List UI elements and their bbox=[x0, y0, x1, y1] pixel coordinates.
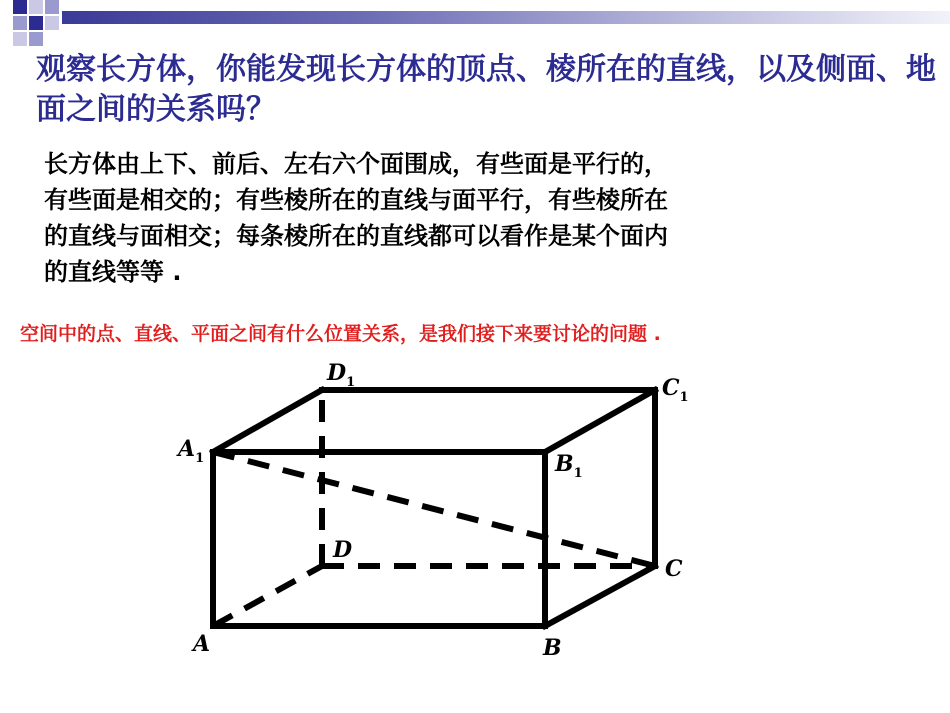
note-text: 空间中的点、直线、平面之间有什么位置关系，是我们接下来要讨论的问题 . bbox=[20, 323, 661, 345]
vertex-label-B: B bbox=[543, 635, 562, 661]
question-text: 观察长方体，你能发现长方体的顶点、棱所在的直线，以及侧面、地面之间的关系吗？ bbox=[36, 52, 936, 127]
answer-line: 有些面是相交的；有些棱所在的直线与面平行，有些棱所在 bbox=[44, 186, 668, 214]
edge-C1B1 bbox=[545, 390, 655, 452]
hidden-edge-AD bbox=[213, 566, 322, 626]
hidden-edge-A1C bbox=[213, 452, 655, 566]
vertex-label-C: C bbox=[665, 556, 683, 582]
edge-BC bbox=[545, 566, 655, 626]
vertex-label-C1: $C_1$ bbox=[662, 375, 689, 405]
answer-line: 长方体由上下、前后、左右六个面围成，有些面是平行的， bbox=[44, 150, 668, 178]
vertex-label-B1: $B_1$ bbox=[555, 451, 583, 481]
vertex-label-A1: $A_1$ bbox=[178, 436, 205, 466]
answer-line: 的直线与面相交；每条棱所在的直线都可以看作是某个面内 bbox=[44, 222, 668, 250]
answer-line: 的直线等等 . bbox=[44, 258, 182, 286]
vertex-label-D1: $D_1$ bbox=[327, 360, 356, 390]
edge-A1D1 bbox=[213, 390, 322, 452]
vertex-label-A: A bbox=[193, 631, 211, 657]
vertex-label-D: D bbox=[333, 537, 353, 563]
